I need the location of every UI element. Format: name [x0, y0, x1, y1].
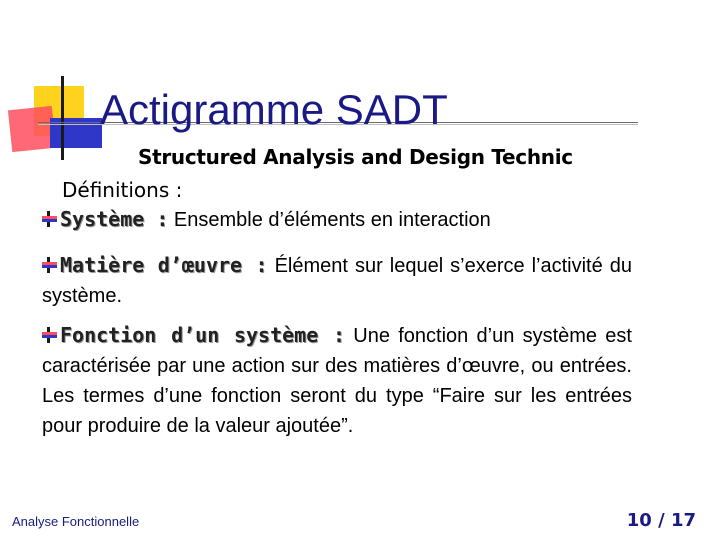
logo-square-red: [8, 106, 56, 152]
bullet-cross-icon: [42, 211, 60, 227]
definition-item-systeme: [42, 204, 632, 235]
definition-text: Ensemble d’éléments en interaction: [168, 209, 491, 231]
definition-term: Matière d’œuvre :: [60, 253, 268, 277]
footer-course-name: Analyse Fonctionnelle: [12, 514, 140, 529]
definitions-label: Définitions :: [62, 178, 183, 202]
logo-vertical-line: [61, 76, 64, 160]
slide-subtitle: Structured Analysis and Design Technic: [138, 145, 573, 169]
definition-item-fonction: [42, 320, 632, 441]
definition-term: Système :: [60, 207, 169, 231]
definition-item-matiere: [42, 250, 632, 311]
definition-text: Élément sur lequel s’exerce l’activité du système.: [42, 255, 632, 307]
bullet-cross-icon: [42, 327, 60, 343]
slide-title: Actigramme SADT: [100, 86, 448, 133]
definition-text: Une fonction d’un système est caractérisée par une action sur des matières d’œuvre, ou entrées. Les termes d’une fonction seront du type “Faire sur les entrées pour produire de la valeur ajoutée”.: [42, 325, 632, 437]
page-number: 10 / 17: [626, 510, 696, 531]
definition-term: Fonction d’un système :: [60, 323, 346, 347]
bullet-cross-icon: [42, 257, 60, 273]
